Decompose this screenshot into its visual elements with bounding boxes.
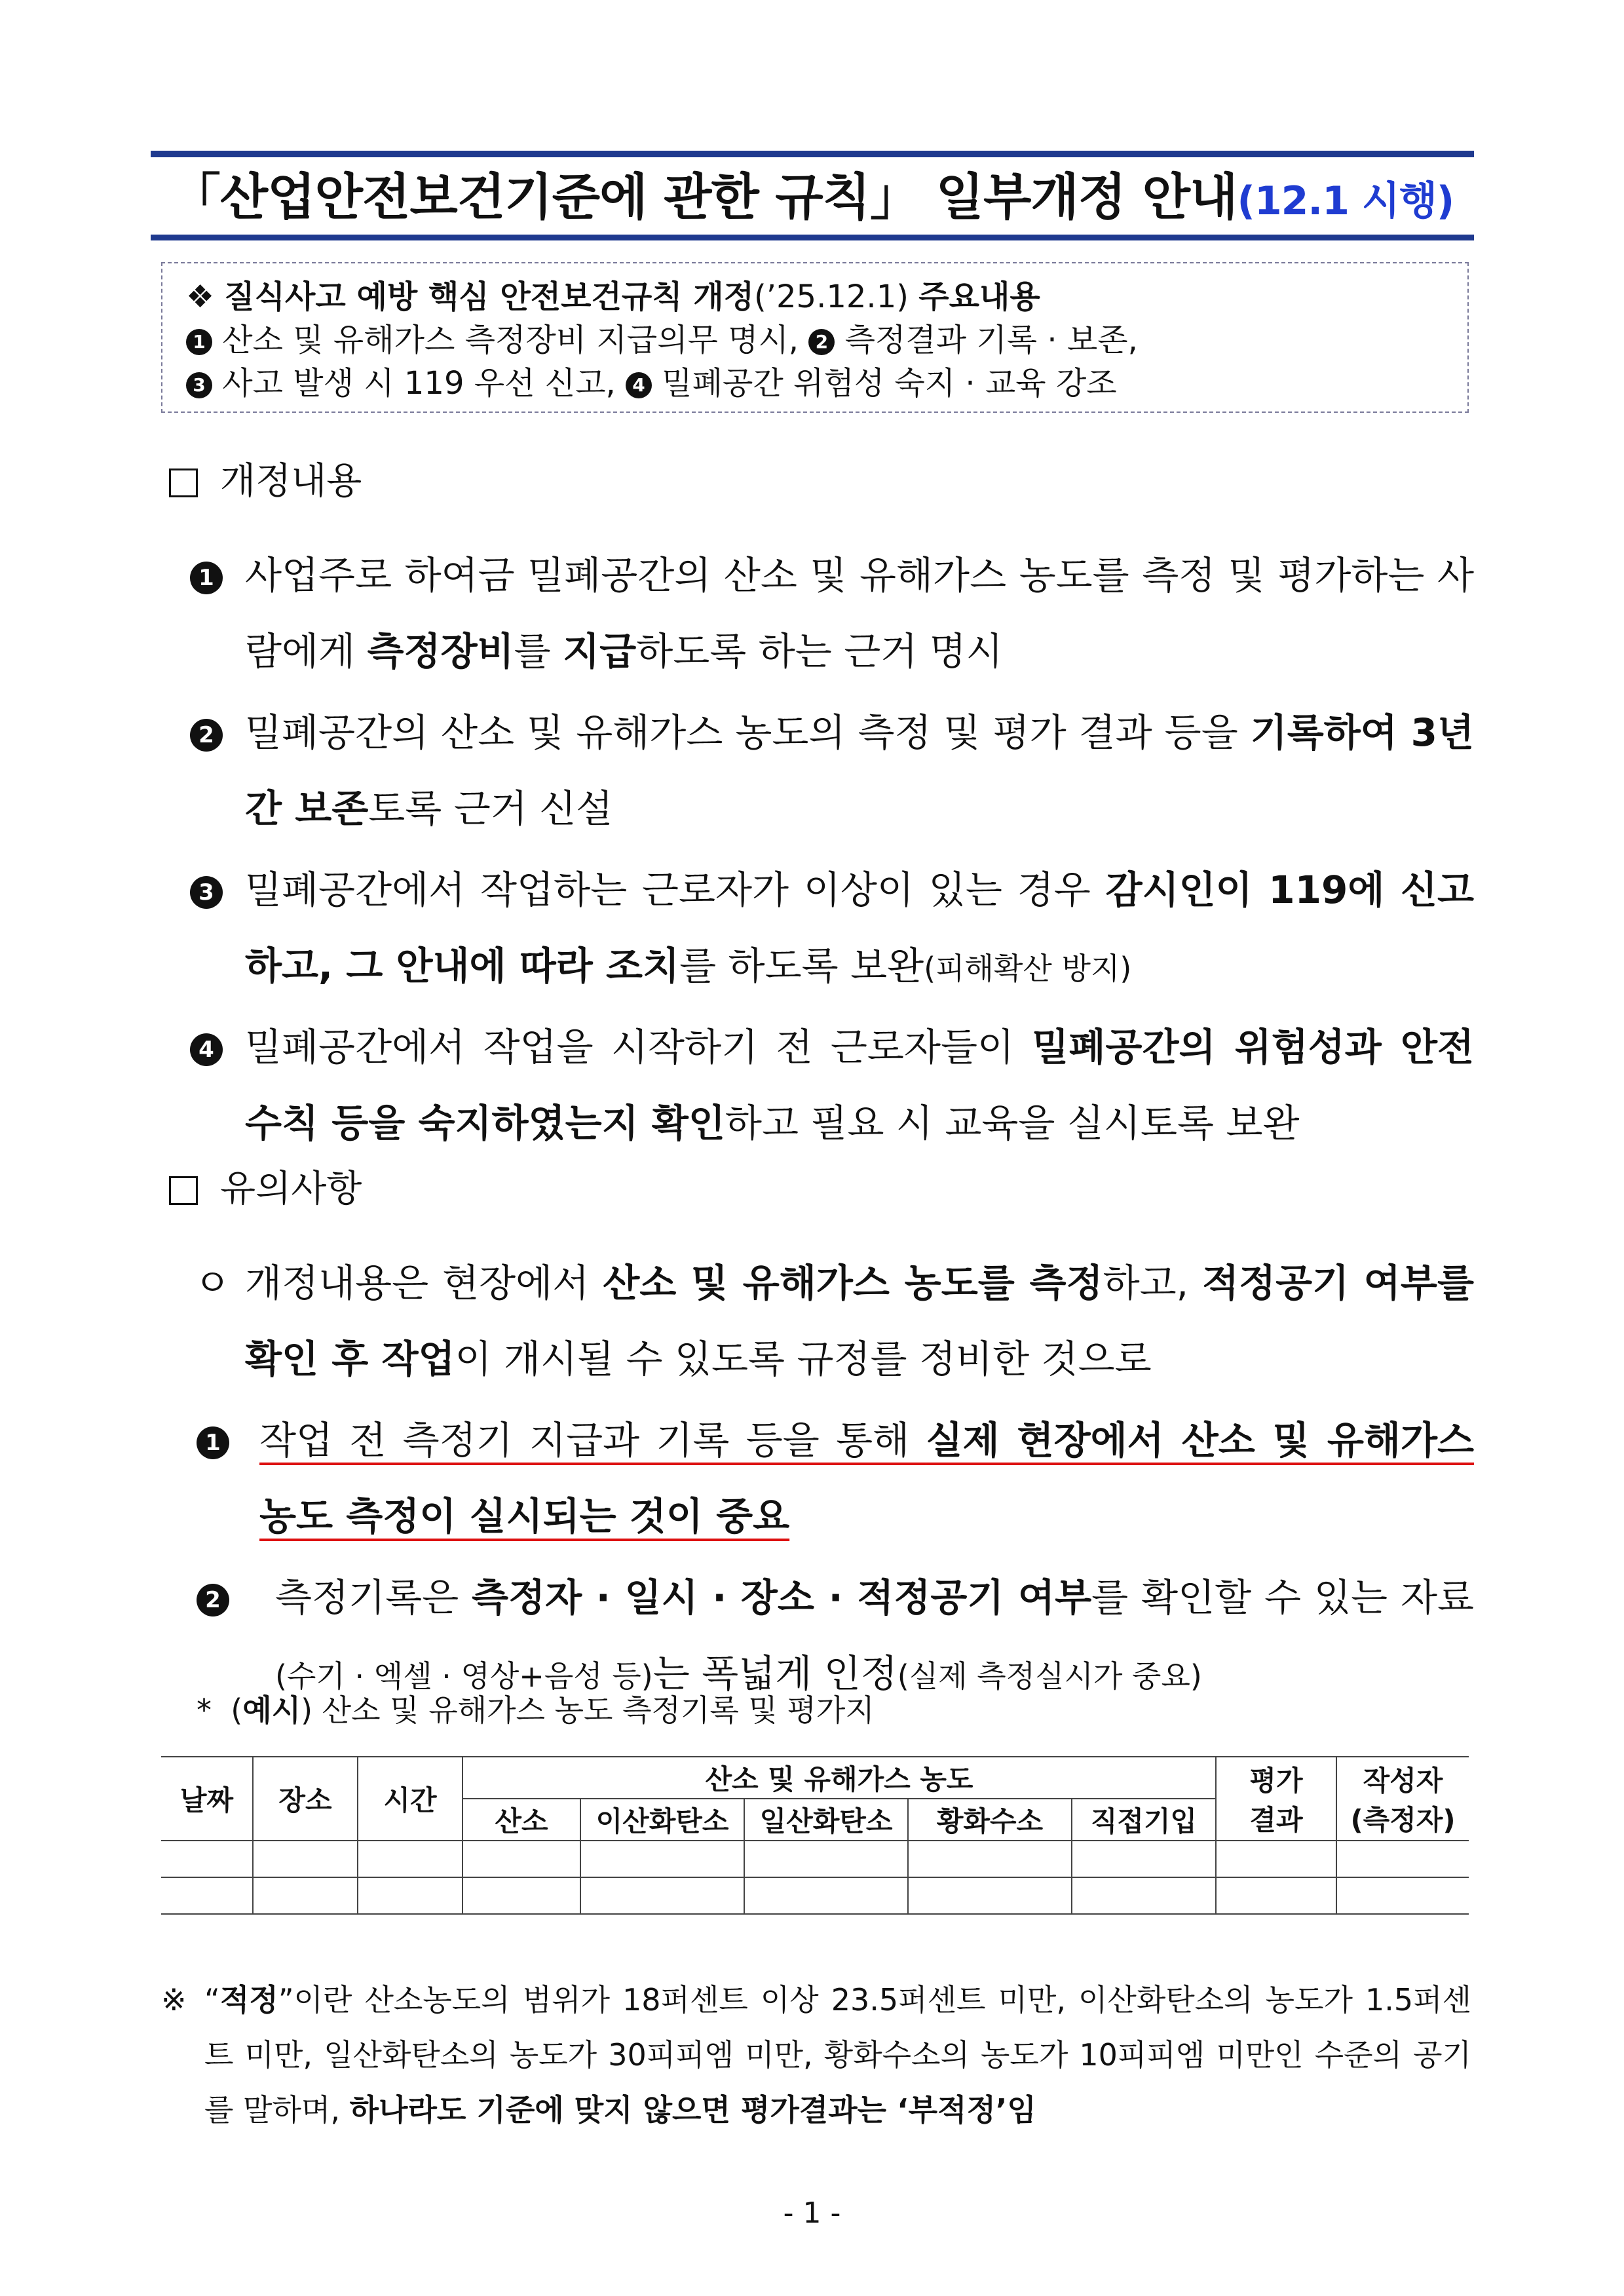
header-h2s: 황화수소 — [908, 1799, 1072, 1841]
number-3-icon: 3 — [186, 372, 212, 398]
item-note: (수기 · 엑셀 · 영상+음성 등) — [275, 1658, 653, 1694]
footnote-bold: 적정 — [219, 1982, 278, 2018]
notes-bullet-icon: ㅇ — [194, 1261, 231, 1305]
summary-box — [161, 262, 1469, 413]
number-2-icon: 2 — [808, 329, 835, 355]
item-text: 는 폭넓게 인정 — [652, 1651, 897, 1696]
amendment-item-3 — [190, 852, 1474, 1006]
page-number: - 1 - — [783, 2196, 841, 2230]
header-gas-group: 산소 및 유해가스 농도 — [463, 1757, 1216, 1799]
header-co2: 이산화탄소 — [580, 1799, 744, 1841]
table-cell — [1072, 1877, 1216, 1914]
number-4-icon: 4 — [626, 372, 652, 398]
item-text: 사업주로 하여금 밀폐공간의 산소 및 유해가스 농도를 측정 및 평가하는 사람에게 — [245, 553, 1474, 674]
measurement-record-table — [161, 1756, 1469, 1915]
item-bold: 밀폐공간의 위험성과 안전 수칙 등을 숙지하였는지 확인 — [245, 1025, 1474, 1145]
page-title — [151, 163, 1474, 232]
summary-head-date: (’25.12.1) — [754, 278, 909, 315]
checkbox-icon — [169, 1176, 198, 1205]
table-cell — [358, 1877, 463, 1914]
item-text: 하고 필요 시 교육을 실시토록 보완 — [725, 1101, 1300, 1145]
item-bold: 적정공기 여부를 확인 후 작업 — [245, 1261, 1474, 1381]
table-header-row — [161, 1757, 1469, 1799]
footnote — [161, 1972, 1471, 2137]
title-main: 「산업안전보건기준에 관한 규칙」 일부개정 안내 — [170, 168, 1237, 226]
item-text: 이 개시될 수 있도록 규정를 정비한 것으로 — [455, 1337, 1152, 1381]
summary-line-2 — [186, 362, 1444, 405]
header-oxygen: 산소 — [463, 1799, 580, 1841]
reference-mark-icon: ※ — [161, 1982, 187, 2018]
table-cell — [463, 1877, 580, 1914]
header-custom: 직접기입 — [1072, 1799, 1216, 1841]
number-4-icon: 4 — [190, 1033, 223, 1066]
item-text: 하도록 하는 근거 명시 — [636, 629, 1003, 674]
item-text: 하고, — [1103, 1261, 1203, 1305]
item-bold: 실제 현장에서 산소 및 유해가스 농도 측정이 실시되는 것이 중요 — [259, 1418, 1474, 1539]
item-bold: 지급 — [563, 629, 637, 674]
table-cell — [1216, 1877, 1336, 1914]
item-text: 밀폐공간에서 작업하는 근로자가 이상이 있는 경우 — [245, 868, 1106, 912]
header-place: 장소 — [253, 1757, 358, 1841]
title-rule-bottom — [151, 235, 1474, 240]
notes-item-1 — [197, 1402, 1474, 1554]
item-bold: 측정장비 — [367, 629, 514, 674]
notes-intro — [190, 1245, 1474, 1397]
table-cell — [744, 1841, 908, 1877]
example-label: 예시 — [242, 1693, 301, 1728]
header-writer-line2: (측정자) — [1350, 1804, 1456, 1836]
header-result-line2: 결과 — [1249, 1804, 1303, 1836]
section-amendment-title: 개정내용 — [220, 460, 362, 503]
item-text: 개정내용은 현장에서 — [245, 1261, 603, 1305]
paren: ) — [301, 1693, 313, 1728]
summary-line-1 — [186, 318, 1444, 362]
table-cell — [253, 1877, 358, 1914]
example-text: 산소 및 유해가스 농도 측정기록 및 평가지 — [322, 1693, 875, 1728]
amendment-item-4 — [190, 1009, 1474, 1161]
table-cell — [1072, 1841, 1216, 1877]
table-cell — [161, 1841, 253, 1877]
number-1-icon: 1 — [190, 562, 223, 594]
table-cell — [1336, 1841, 1469, 1877]
item-text: 를 — [514, 629, 563, 674]
table-cell — [580, 1841, 744, 1877]
item-note: (실제 측정실시가 중요) — [897, 1658, 1202, 1694]
footnote-text: ”이란 산소농도의 범위가 18퍼센트 이상 23.5퍼센트 미만, 이산화탄소의 농도가 1.5퍼센트 미만, 일산화탄소의 농도가 30피피엠 미만, 황화수소의 농도가 10피피엠 미만인 수준의 공기를 말하며, — [204, 1982, 1471, 2128]
section-amendment — [169, 459, 362, 505]
table-cell — [358, 1841, 463, 1877]
section-notes — [169, 1166, 362, 1212]
checkbox-icon — [169, 469, 198, 497]
summary-line-1a: 산소 및 유해가스 측정장비 지급의무 명시, — [222, 322, 799, 358]
footnote-bold: 하나라도 기준에 맞지 않으면 평가결과는 ‘부적정’임 — [349, 2092, 1036, 2128]
item-text: 토록 근거 신설 — [368, 786, 613, 831]
item-note: (피해확산 방지) — [924, 951, 1132, 986]
paren: ( — [231, 1693, 243, 1728]
summary-line-1b: 측정결과 기록 · 보존, — [844, 322, 1138, 358]
number-1-icon: 1 — [197, 1426, 229, 1459]
table-cell — [1336, 1877, 1469, 1914]
header-time: 시간 — [358, 1757, 463, 1841]
table-row — [161, 1841, 1469, 1877]
summary-line-2a: 사고 발생 시 119 우선 신고, — [222, 365, 616, 402]
table-cell — [1216, 1841, 1336, 1877]
item-text: 밀폐공간에서 작업을 시작하기 전 근로자들이 — [245, 1025, 1032, 1069]
table-cell — [580, 1877, 744, 1914]
number-1-icon: 1 — [186, 329, 212, 355]
asterisk: * — [197, 1693, 212, 1728]
item-bold: 기록하여 3년간 보존 — [245, 710, 1474, 831]
title-rule-top — [151, 151, 1474, 157]
header-co: 일산화탄소 — [744, 1799, 908, 1841]
amendment-item-1 — [190, 537, 1474, 689]
header-writer-line1: 작성자 — [1363, 1765, 1443, 1797]
item-text: 작업 전 측정기 지급과 기록 등을 통해 — [259, 1418, 926, 1463]
item-bold: 감시인이 119에 신고하고, 그 안내에 따라 조치 — [245, 868, 1474, 988]
item-text: 측정기록은 — [275, 1575, 472, 1620]
title-effective-date: (12.1 시행) — [1237, 178, 1454, 224]
footnote-text: “ — [204, 1982, 220, 2018]
table-cell — [744, 1877, 908, 1914]
table-cell — [908, 1841, 1072, 1877]
number-2-icon: 2 — [190, 719, 223, 752]
table-cell — [908, 1877, 1072, 1914]
item-text: 를 확인할 수 있는 자료 — [1091, 1575, 1475, 1620]
summary-head-bold: 질식사고 예방 핵심 안전보건규칙 개정 — [224, 278, 755, 315]
item-bold: 산소 및 유해가스 농도를 측정 — [603, 1261, 1103, 1305]
table-row — [161, 1877, 1469, 1914]
example-caption — [197, 1691, 875, 1730]
item-text: 를 하도록 보완 — [679, 944, 924, 988]
number-2-icon: 2 — [197, 1584, 229, 1617]
table-cell — [463, 1841, 580, 1877]
header-writer — [1336, 1757, 1469, 1841]
item-text: 밀폐공간의 산소 및 유해가스 농도의 측정 및 평가 결과 등을 — [245, 710, 1251, 755]
summary-head-tail: 주요내용 — [918, 278, 1040, 315]
summary-head — [186, 275, 1444, 318]
table-cell — [161, 1877, 253, 1914]
table-cell — [253, 1841, 358, 1877]
number-3-icon: 3 — [190, 876, 223, 909]
header-date: 날짜 — [161, 1757, 253, 1841]
header-result — [1216, 1757, 1336, 1841]
summary-bullet-icon: ❖ — [186, 278, 215, 315]
amendment-item-2 — [190, 695, 1474, 847]
header-result-line1: 평가 — [1249, 1765, 1303, 1797]
summary-line-2b: 밀폐공간 위험성 숙지 · 교육 강조 — [662, 365, 1117, 402]
item-bold: 측정자 · 일시 · 장소 · 적정공기 여부 — [472, 1575, 1092, 1620]
section-notes-title: 유의사항 — [220, 1168, 362, 1210]
